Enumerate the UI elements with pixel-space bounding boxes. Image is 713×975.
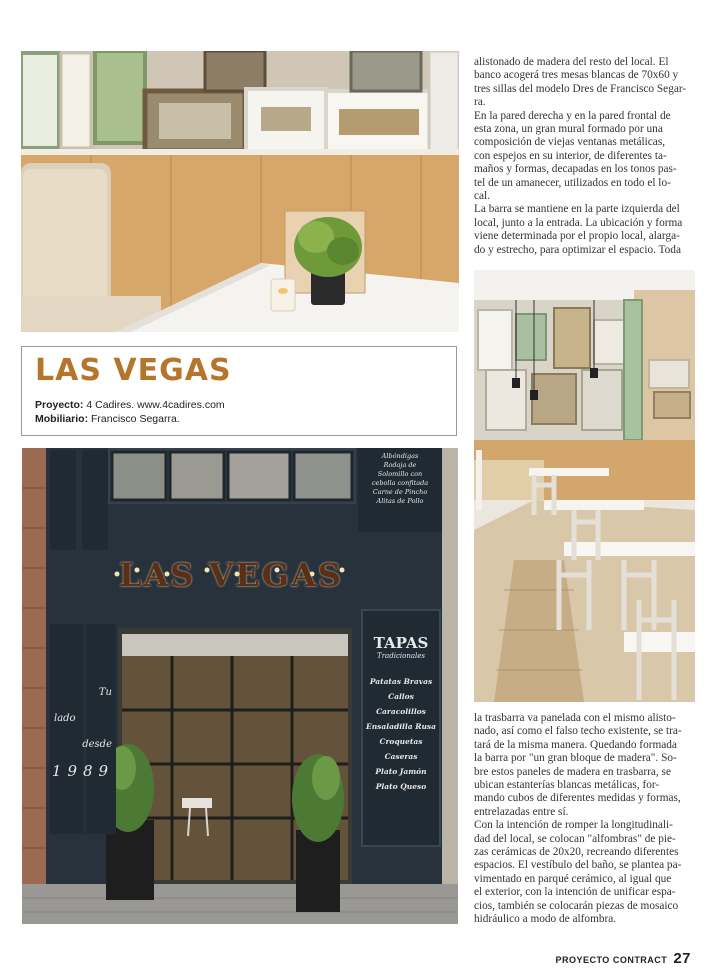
body-text-column-bottom <box>474 712 696 927</box>
text-line: tres sillas del modelo Dres de Francisco Segar- <box>474 82 687 95</box>
text-line: vimentado en parqué cerámico, al igual que <box>474 872 672 885</box>
text-line: con espejos en su interior, de diferentes ta- <box>474 149 667 162</box>
left-board-text: lado <box>54 713 76 724</box>
credit-proyecto <box>35 399 225 411</box>
credit-mobiliario <box>35 413 180 425</box>
text-line: cios, también se colocarán piezas de mosaico <box>474 899 679 912</box>
tapas-item: Plato Jamón <box>375 767 427 776</box>
title-box <box>21 346 457 436</box>
text-line: En la pared derecha y en la pared frontal de <box>474 109 671 122</box>
photo-storefront <box>22 448 458 924</box>
tapas-item: Patatas Bravas <box>369 677 433 686</box>
top-menu-item: Solomillo con <box>377 470 423 478</box>
text-line: nado, así como el falso techo existente, se tra- <box>474 725 682 738</box>
text-line: La barra se mantiene en la parte izquierda del <box>474 203 680 216</box>
footer-label: PROYECTO CONTRACT <box>555 955 668 965</box>
top-menu-item: Albóndigas <box>381 452 419 460</box>
article-title: LAS VEGAS <box>35 353 232 388</box>
text-line: bre estos paneles de madera en trasbarra, se <box>474 765 671 778</box>
text-line: zas cerámicas de 20x20, recreando diferentes <box>474 846 679 859</box>
top-menu-item: Rodaja de <box>383 461 417 469</box>
text-line: esta zona, un gran mural formado por una <box>474 123 663 136</box>
left-board-text: 1989 <box>51 762 115 780</box>
credit-mobiliario-label: Mobiliario: <box>35 413 89 425</box>
text-line: la barra por "un gran bloque de madera". So- <box>474 752 677 765</box>
text-line: viene determinada por el propio local, alarga- <box>474 230 680 243</box>
left-board-text: desde <box>82 739 112 750</box>
left-board-text: Tu <box>98 687 112 698</box>
tapas-title: TAPAS <box>373 634 429 652</box>
tapas-item: Callos <box>388 692 414 701</box>
text-line: do y estrecho, para optimizar el espacio. Toda <box>474 243 681 256</box>
text-line: dad del local, se colocan "alfombras" de pie- <box>474 832 676 845</box>
storefront-sign: LAS VEGAS <box>118 556 344 594</box>
tapas-item: Plato Queso <box>375 782 427 791</box>
text-line: alistonado de madera del resto del local. El <box>474 56 669 68</box>
top-menu-item: Carne de Pincho <box>372 488 428 496</box>
photo-interior-bench <box>21 51 459 332</box>
left-board <box>50 680 116 784</box>
top-menu-board <box>360 452 440 506</box>
text-line: ra. <box>474 96 486 109</box>
text-line: espacios. El vestíbulo del baño, se plantea pa- <box>474 859 682 872</box>
tapas-item: Croquetas Caseras <box>379 737 423 761</box>
text-line: maños y formas, decapadas en los tonos pas- <box>474 163 677 176</box>
tapas-subtitle: Tradicionales <box>377 652 425 660</box>
tapas-item: Ensaladilla Rusa <box>366 722 436 731</box>
text-line: composición de viejas ventanas metálicas, <box>474 136 666 149</box>
tapas-item: Caracolillos <box>376 707 426 716</box>
text-line: banco acogerá tres mesas blancas de 70x60 y <box>474 69 679 82</box>
tapas-board <box>362 634 440 794</box>
credit-proyecto-value: 4 Cadires. www.4cadires.com <box>83 399 225 411</box>
body-text-column-top <box>474 56 696 257</box>
top-menu-item: cebolla confitada <box>371 479 429 487</box>
text-line: cal. <box>474 190 490 203</box>
text-line: tel de un amanecer, utilizados en todo el lo- <box>474 176 671 189</box>
text-line: Con la intención de romper la longitudinali- <box>474 819 673 832</box>
credit-mobiliario-value: Francisco Segarra. <box>88 413 180 425</box>
page-number: 27 <box>673 950 691 967</box>
top-menu-item: Alitas de Pollo <box>376 497 424 505</box>
text-line: entrelazadas entre sí. <box>474 805 569 818</box>
credit-proyecto-label: Proyecto: <box>35 399 84 411</box>
page-footer <box>555 950 691 967</box>
text-line: el exterior, con la intención de unificar espa- <box>474 886 676 899</box>
text-line: la trasbarra va panelada con el mismo alisto- <box>474 712 676 724</box>
photo-dining-room <box>474 270 695 702</box>
text-line: mando cubos de diferentes medidas y formas, <box>474 792 681 805</box>
text-line: tará de la misma manera. Quedando formada <box>474 738 677 751</box>
text-line: ubican estanterías blancas metálicas, for- <box>474 779 660 792</box>
text-line: hidráulico a modo de alfombra. <box>474 913 617 926</box>
text-line: local, junto a la entrada. La ubicación y forma <box>474 216 683 229</box>
